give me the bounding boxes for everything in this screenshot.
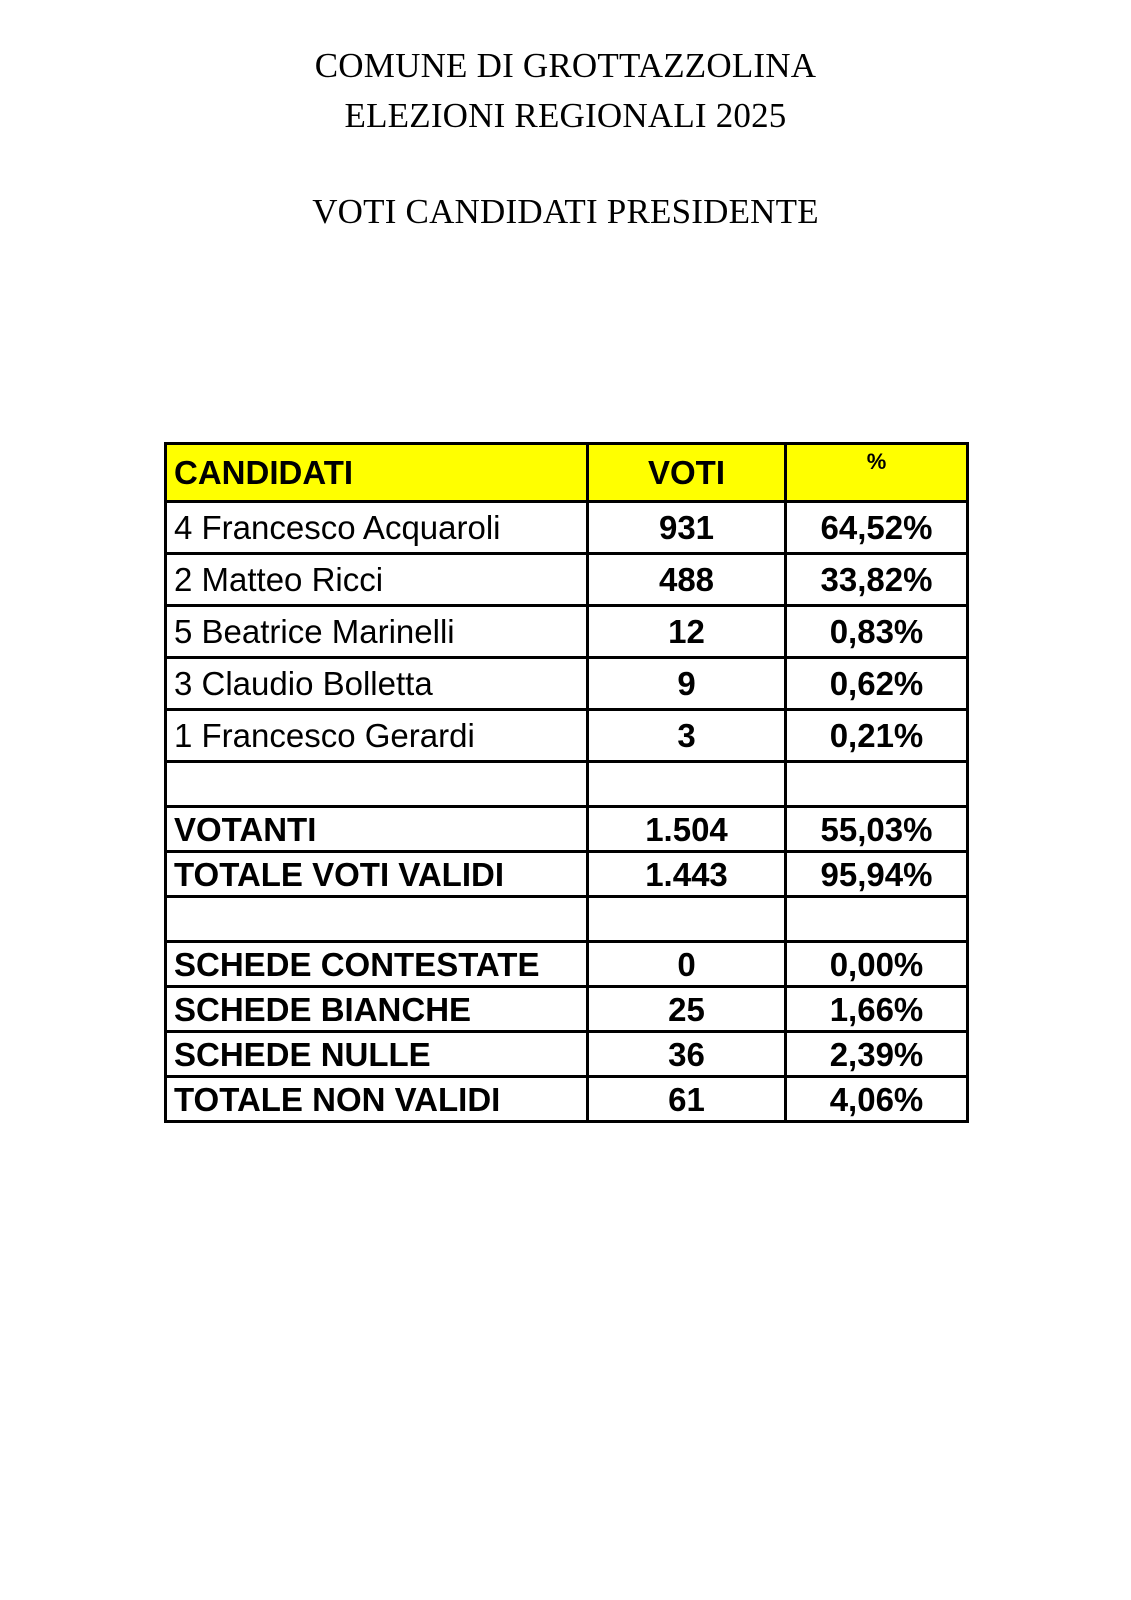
candidate-name: 3 Claudio Bolletta (166, 658, 588, 710)
empty-cell (786, 897, 968, 942)
empty-cell (588, 762, 786, 807)
ballots-percent: 2,39% (786, 1032, 968, 1077)
candidate-votes: 12 (588, 606, 786, 658)
results-table (164, 442, 969, 1123)
ballots-label: SCHEDE CONTESTATE (166, 942, 588, 987)
ballots-row (166, 1077, 968, 1122)
section-title: VOTI CANDIDATI PRESIDENTE (312, 192, 819, 231)
candidate-percent: 0,62% (786, 658, 968, 710)
totals-row (166, 852, 968, 897)
candidate-percent: 33,82% (786, 554, 968, 606)
table-header-row (166, 444, 968, 502)
totals-row (166, 807, 968, 852)
candidate-row (166, 606, 968, 658)
election-title: ELEZIONI REGIONALI 2025 (344, 96, 787, 135)
totals-votes: 1.504 (588, 807, 786, 852)
ballots-row (166, 942, 968, 987)
ballots-label: SCHEDE NULLE (166, 1032, 588, 1077)
totals-percent: 95,94% (786, 852, 968, 897)
candidate-percent: 0,21% (786, 710, 968, 762)
totals-label: VOTANTI (166, 807, 588, 852)
header-candidati: CANDIDATI (166, 444, 588, 502)
candidate-row (166, 502, 968, 554)
totals-label: TOTALE VOTI VALIDI (166, 852, 588, 897)
spacer-row (166, 762, 968, 807)
ballots-label: SCHEDE BIANCHE (166, 987, 588, 1032)
ballots-row (166, 1032, 968, 1077)
ballots-percent: 0,00% (786, 942, 968, 987)
candidate-name: 1 Francesco Gerardi (166, 710, 588, 762)
spacer-row (166, 897, 968, 942)
candidate-name: 5 Beatrice Marinelli (166, 606, 588, 658)
municipality-title: COMUNE DI GROTTAZZOLINA (314, 46, 817, 85)
empty-cell (166, 762, 588, 807)
candidate-row (166, 554, 968, 606)
header-percent: % (786, 444, 968, 502)
candidate-votes: 931 (588, 502, 786, 554)
header-voti: VOTI (588, 444, 786, 502)
candidate-row (166, 658, 968, 710)
totals-votes: 1.443 (588, 852, 786, 897)
candidate-row (166, 710, 968, 762)
candidate-percent: 64,52% (786, 502, 968, 554)
ballots-count: 61 (588, 1077, 786, 1122)
ballots-percent: 1,66% (786, 987, 968, 1032)
candidate-name: 2 Matteo Ricci (166, 554, 588, 606)
ballots-count: 25 (588, 987, 786, 1032)
ballots-row (166, 987, 968, 1032)
candidate-name: 4 Francesco Acquaroli (166, 502, 588, 554)
empty-cell (166, 897, 588, 942)
totals-percent: 55,03% (786, 807, 968, 852)
empty-cell (588, 897, 786, 942)
candidate-votes: 9 (588, 658, 786, 710)
ballots-count: 36 (588, 1032, 786, 1077)
ballots-percent: 4,06% (786, 1077, 968, 1122)
ballots-count: 0 (588, 942, 786, 987)
candidate-votes: 3 (588, 710, 786, 762)
ballots-label: TOTALE NON VALIDI (166, 1077, 588, 1122)
candidate-votes: 488 (588, 554, 786, 606)
candidate-percent: 0,83% (786, 606, 968, 658)
empty-cell (786, 762, 968, 807)
